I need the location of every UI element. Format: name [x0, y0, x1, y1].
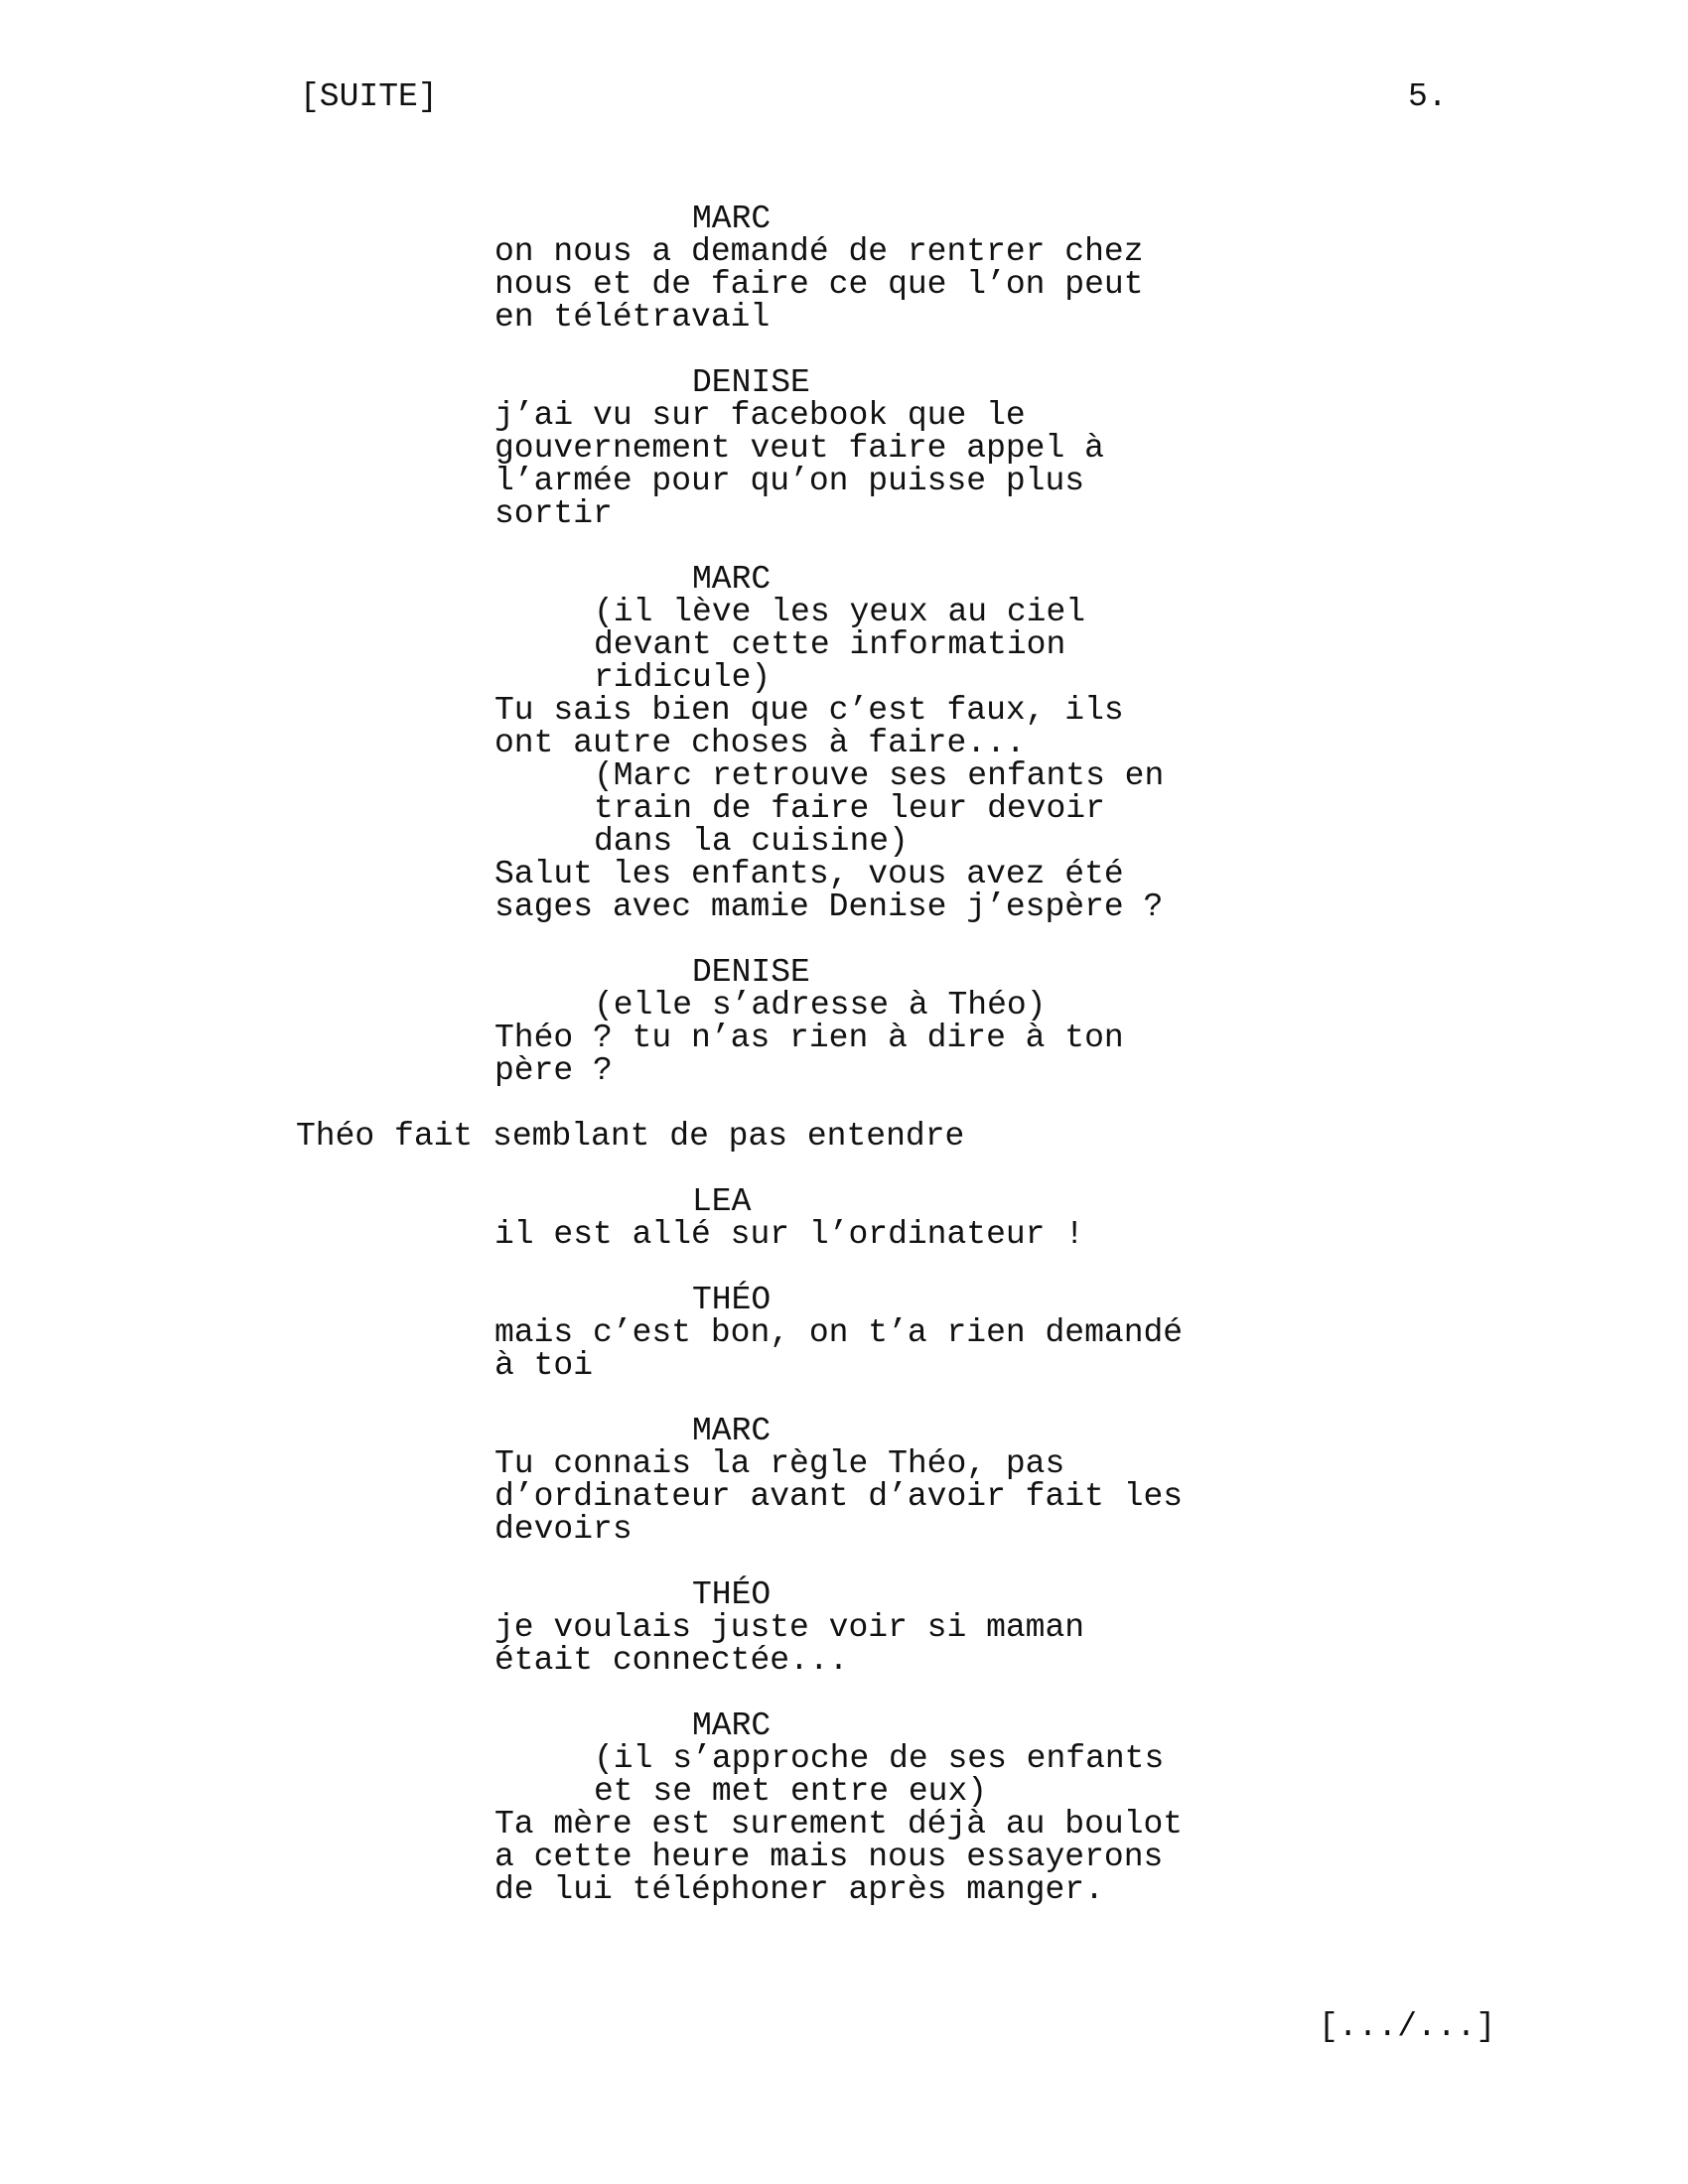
dialogue-line: à toi: [494, 1347, 594, 1384]
dialogue-line: sortir: [494, 495, 613, 532]
dialogue-line: nous et de faire ce que l’on peut: [494, 266, 1144, 303]
dialogue-line: père ?: [494, 1052, 613, 1089]
parenthetical-line: (il s’approche de ses enfants: [594, 1740, 1165, 1777]
parenthetical-line: dans la cuisine): [594, 823, 909, 860]
more-marker: [.../...]: [1319, 2008, 1496, 2045]
character-name: LEA: [692, 1183, 752, 1220]
character-name: MARC: [692, 1707, 772, 1744]
parenthetical-line: et se met entre eux): [594, 1773, 988, 1810]
action-line: Théo fait semblant de pas entendre: [296, 1118, 965, 1155]
dialogue-line: de lui téléphoner après manger.: [494, 1871, 1104, 1908]
dialogue-line: Salut les enfants, vous avez été: [494, 856, 1124, 892]
dialogue-line: Théo ? tu n’as rien à dire à ton: [494, 1020, 1124, 1056]
parenthetical-line: train de faire leur devoir: [594, 790, 1105, 827]
dialogue-line: je voulais juste voir si maman: [494, 1609, 1085, 1646]
character-name: DENISE: [692, 954, 810, 991]
dialogue-line: devoirs: [494, 1511, 633, 1548]
dialogue-line: on nous a demandé de rentrer chez: [494, 233, 1144, 270]
continued-marker: [SUITE]: [300, 78, 438, 115]
dialogue-line: en télétravail: [494, 299, 771, 336]
dialogue-line: il est allé sur l’ordinateur !: [494, 1216, 1085, 1253]
parenthetical-line: ridicule): [594, 659, 772, 696]
character-name: DENISE: [692, 364, 810, 401]
character-name: MARC: [692, 561, 772, 598]
page-number: 5.: [1408, 78, 1448, 115]
character-name: MARC: [692, 201, 772, 237]
dialogue-line: sages avec mamie Denise j’espère ?: [494, 888, 1164, 925]
parenthetical-line: (elle s’adresse à Théo): [594, 987, 1047, 1024]
character-name: THÉO: [692, 1576, 772, 1613]
parenthetical-line: (il lève les yeux au ciel: [594, 594, 1086, 630]
character-name: MARC: [692, 1413, 772, 1449]
character-name: THÉO: [692, 1282, 772, 1318]
dialogue-line: était connectée...: [494, 1642, 849, 1679]
dialogue-line: gouvernement veut faire appel à: [494, 430, 1104, 467]
parenthetical-line: (Marc retrouve ses enfants en: [594, 757, 1165, 794]
dialogue-line: Tu connais la règle Théo, pas: [494, 1445, 1065, 1482]
dialogue-line: l’armée pour qu’on puisse plus: [494, 463, 1085, 499]
dialogue-line: d’ordinateur avant d’avoir fait les: [494, 1478, 1184, 1515]
dialogue-line: Tu sais bien que c’est faux, ils: [494, 692, 1124, 729]
parenthetical-line: devant cette information: [594, 626, 1066, 663]
dialogue-line: a cette heure mais nous essayerons: [494, 1839, 1164, 1875]
dialogue-line: j’ai vu sur facebook que le: [494, 397, 1026, 434]
dialogue-line: ont autre choses à faire...: [494, 725, 1026, 761]
dialogue-line: Ta mère est surement déjà au boulot: [494, 1806, 1184, 1843]
dialogue-line: mais c’est bon, on t’a rien demandé: [494, 1314, 1184, 1351]
